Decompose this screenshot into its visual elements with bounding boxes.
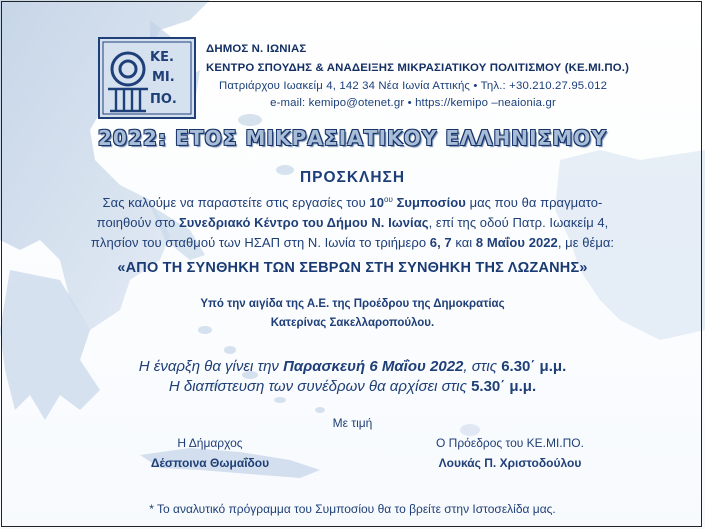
year-banner: 2022: ΕΤΟΣ ΜΙΚΡΑΣΙΑΤΙΚΟΥ ΕΛΛΗΝΙΣΜΟΥ (97, 126, 608, 150)
address-line: Πατριάρχου Ιωακείμ 4, 142 34 Νέα Ιωνία Αττικής • Τηλ.: +30.210.27.95.012 (218, 80, 608, 92)
kemipo-logo (98, 37, 196, 119)
footnote: * Το αναλυτικό πρόγραμμα του Συμποσίου θα το βρείτε στην Ιστοσελίδα μας. (149, 502, 556, 516)
president-name: Λουκάς Π. Χριστοδούλου (438, 456, 582, 470)
accreditation-time: Η διαπίστευση των συνέδρων θα αρχίσει στις 5.30΄ μ.μ. (168, 378, 537, 395)
auspices-line-2: Κατερίνας Σακελλαροπούλου. (270, 317, 435, 329)
opening-time: Η έναρξη θα γίνει την Παρασκευή 6 Μαΐου 2022, στις 6.30΄ μ.μ. (138, 358, 567, 375)
invitation-line-2: ποιηθούν στο Συνεδριακό Κέντρο του Δήμου Ν. Ιωνίας, επί της οδού Πατρ. Ιωακείμ 4, (96, 215, 609, 230)
svg-text:ΜΙ.: ΜΙ. (152, 70, 175, 85)
president-role: Ο Πρόεδρος του ΚΕ.ΜΙ.ΠΟ. (436, 436, 584, 450)
invitation-title: ΠΡΟΣΚΛΗΣΗ (299, 169, 406, 186)
symposium-theme: «ΑΠΟ ΤΗ ΣΥΝΘΗΚΗ ΤΩΝ ΣΕΒΡΩΝ ΣΤΗ ΣΥΝΘΗΚΗ ΤΗΣ ΛΩΖΑΝΗΣ» (117, 260, 588, 276)
svg-text:ΠΟ.: ΠΟ. (150, 92, 177, 107)
center-name: ΚΕΝΤΡΟ ΣΠΟΥΔΗΣ & ΑΝΑΔΕΙΞΗΣ ΜΙΚΡΑΣΙΑΤΙΚΟΥ ΠΟΛΙΤΙΣΜΟΥ (ΚΕ.ΜΙ.ΠΟ.) (206, 62, 630, 74)
mayor-name: Δέσποινα Θωμαΐδου (150, 456, 270, 470)
mayor-role: Η Δήμαρχος (177, 436, 243, 450)
municipality-name: ΔΗΜΟΣ Ν. ΙΩΝΙΑΣ (206, 43, 307, 55)
contact-line: e-mail: kemipo@otenet.gr • https://kemipo –neaionia.gr (270, 97, 556, 109)
invitation-line-1: Σας καλούμε να παραστείτε στις εργασίες του $10^{o\upsilon}$ Συμποσίου μας που θα πραγματο- (102, 195, 603, 210)
invitation-line-3: πλησίον του σταθμού των ΗΣΑΠ στη Ν. Ιωνία το τριήμερο 6, 7 και 8 Μαΐου 2022, με θέμα: (90, 235, 615, 250)
auspices-line-1: Υπό την αιγίδα της Α.Ε. της Προέδρου της Δημοκρατίας (200, 298, 505, 310)
svg-text:ΚΕ.: ΚΕ. (150, 50, 174, 65)
closing-regards: Με τιμή (332, 416, 373, 430)
